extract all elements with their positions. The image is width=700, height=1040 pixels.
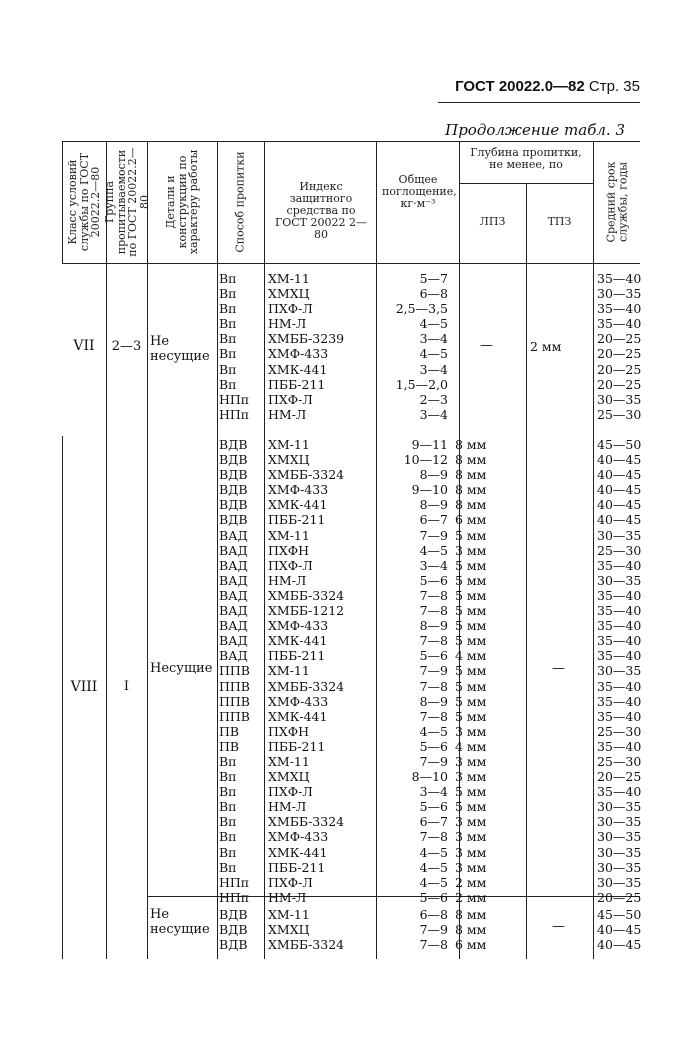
lpz-cell: 4 мм [455,738,487,754]
index-cell: ХМ-11 [268,437,310,452]
lpz-column [455,437,486,905]
absorption-cell: 8—10 [411,769,448,785]
col-header-absorption: Общее поглощение, кг·м⁻³ [382,173,457,210]
lpz-cell: 5 мм [455,557,487,573]
life-cell: 30—35 [597,572,642,588]
method-cell: Вп [219,859,237,875]
absorption-cell: 10—12 [403,452,448,468]
page-number: Стр. 35 [588,78,640,95]
life-column [597,437,641,905]
life-cell: 20—25 [597,331,642,347]
index-cell: ХМФ-433 [268,346,329,362]
absorption-cell: 2,5—3,5 [395,301,448,317]
absorption-cell: 6—7 [419,512,448,528]
lpz-cell: 5 мм [455,633,487,649]
method-cell: ВДВ [219,922,248,938]
index-cell: НМ-Л [268,316,307,332]
life-cell: 35—40 [597,557,642,573]
life-column [597,907,641,952]
col-header-depth: Глубина пропитки, не менее, по [470,146,582,171]
absorption-cell: 7—9 [419,753,448,769]
absorption-cell: 3—4 [419,331,448,347]
table-continuation-label: Продолжение табл. 3 [445,121,625,139]
lpz-cell: 5 мм [455,587,487,603]
absorption-cell: 4—5 [419,859,448,875]
absorption-cell: 4—5 [419,844,448,860]
absorption-cell: 3—4 [419,406,448,422]
lpz-cell: 8 мм [455,452,487,468]
life-cell: 20—25 [597,769,642,785]
absorption-cell: 1,5—2,0 [395,376,448,392]
lpz-cell: 5 мм [455,663,487,679]
lpz-cell: 8 мм [455,482,487,498]
absorption-cell: 4—5 [419,346,448,362]
lpz-cell: 5 мм [455,678,487,694]
index-cell: ПББ-211 [268,738,326,754]
method-cell: ВАД [219,557,248,573]
absorption-cell: 7—9 [419,527,448,543]
method-cell: ВДВ [219,437,248,452]
absorption-cell: 7—8 [419,603,448,619]
life-cell: 25—30 [597,753,642,769]
absorption-cell: 5—6 [419,799,448,815]
method-cell: Вп [219,799,237,815]
life-cell: 35—40 [597,708,642,724]
life-column [597,271,641,422]
index-cell: ХМББ-3239 [268,331,345,347]
index-cell: НМ-Л [268,572,307,588]
lpz-cell: 8 мм [455,467,487,483]
absorption-cell: 7—8 [419,587,448,603]
lpz-cell: 3 мм [455,859,487,875]
method-cell: Вп [219,331,237,347]
absorption-cell: 5—6 [419,572,448,588]
method-cell: НПп [219,889,250,905]
method-cell: НПп [219,391,250,407]
index-cell: ПХФ-Л [268,301,313,317]
life-cell: 20—25 [597,376,642,392]
absorption-cell: 8—9 [419,467,448,483]
absorption-cell: 7—8 [419,708,448,724]
absorption-cell: 7—8 [419,937,448,953]
life-cell: 35—40 [597,738,642,754]
index-cell: ХМК-441 [268,844,328,860]
method-cell: ВДВ [219,482,248,498]
index-cell: ХМ-11 [268,271,310,286]
index-cell: ПХФ-Л [268,391,313,407]
life-cell: 35—40 [597,316,642,332]
lpz-cell: 5 мм [455,618,487,634]
life-cell: 35—40 [597,618,642,634]
index-cell: ХМХЦ [268,922,310,938]
life-cell: 30—35 [597,799,642,815]
absorption-cell: 2—3 [419,391,448,407]
tpz-dash-viii: — [552,661,565,676]
life-cell: 40—45 [597,512,642,528]
absorption-cell: 7—9 [419,663,448,679]
life-cell: 40—45 [597,452,642,468]
lpz-cell: 8 мм [455,922,487,938]
lpz-cell: 3 мм [455,844,487,860]
method-column [219,271,249,422]
index-cell: ПХФН [268,542,310,558]
absorption-cell: 4—5 [419,542,448,558]
lpz-cell: 5 мм [455,527,487,543]
group-viii: I [123,679,130,694]
absorption-cell: 6—7 [419,814,448,830]
absorption-cell: 5—6 [419,738,448,754]
lpz-cell: 3 мм [455,769,487,785]
absorption-cell: 4—5 [419,316,448,332]
life-cell: 30—35 [597,814,642,830]
life-cell: 25—30 [597,406,642,422]
life-cell: 30—35 [597,829,642,845]
tpz-dash-viii-b: — [552,919,565,934]
lpz-cell: 2 мм [455,874,487,890]
absorption-cell: 3—4 [419,784,448,800]
method-cell: ВАД [219,542,248,558]
method-cell: Вп [219,346,237,362]
absorption-cell: 3—4 [419,361,448,377]
col-header-life: Средний срок службы, годы [604,161,629,243]
absorption-cell: 5—7 [419,271,448,286]
life-cell: 20—25 [597,346,642,362]
method-cell: ВАД [219,648,248,664]
index-cell: ПХФ-Л [268,874,313,890]
absorption-column [377,907,448,952]
group-vii: 2—3 [111,339,142,354]
lpz-cell: 5 мм [455,603,487,619]
life-cell: 35—40 [597,648,642,664]
index-cell: ХМББ-3324 [268,587,345,603]
method-cell: ВАД [219,587,248,603]
life-cell: 35—40 [597,693,642,709]
index-cell: ХМББ-3324 [268,814,345,830]
method-cell: ВАД [219,603,248,619]
index-cell: ХМ-11 [268,663,310,679]
lpz-cell: 3 мм [455,814,487,830]
absorption-cell: 6—8 [419,286,448,302]
index-cell: ХМК-441 [268,497,328,513]
tpz-value-vii: 2 мм [530,339,562,354]
life-cell: 45—50 [597,437,642,452]
index-cell: ХМББ-3324 [268,467,345,483]
index-cell: ХМК-441 [268,708,328,724]
lpz-cell: 3 мм [455,723,487,739]
method-cell: ВДВ [219,452,248,468]
life-cell: 35—40 [597,678,642,694]
life-cell: 30—35 [597,844,642,860]
page-header [0,78,640,95]
details-viii-b: Не несущие [150,907,210,937]
method-column [219,907,248,952]
method-cell: Вп [219,316,237,332]
absorption-cell: 5—6 [419,889,448,905]
header-rule [438,102,640,103]
col-header-lpz: ЛПЗ [479,215,506,228]
lpz-cell: 8 мм [455,497,487,513]
method-cell: Вп [219,769,237,785]
lpz-cell: 6 мм [455,937,487,953]
lpz-cell: 5 мм [455,572,487,588]
life-cell: 25—30 [597,542,642,558]
lpz-cell: 3 мм [455,753,487,769]
life-cell: 30—35 [597,391,642,407]
life-cell: 35—40 [597,587,642,603]
index-cell: ХМК-441 [268,361,328,377]
method-cell: Вп [219,301,237,317]
life-cell: 35—40 [597,633,642,649]
class-viii: VIII [70,679,98,695]
method-cell: ВДВ [219,512,248,528]
method-cell: ВДВ [219,467,248,483]
absorption-cell: 7—9 [419,922,448,938]
absorption-cell: 7—8 [419,633,448,649]
col-header-class: Класс условий службы по ГОСТ 20022.2—80 [65,152,102,252]
index-cell: ХМФ-433 [268,482,329,498]
col-header-method: Способ пропитки [233,151,247,253]
absorption-column [377,271,448,422]
life-cell: 30—35 [597,874,642,890]
method-cell: ППВ [219,708,250,724]
index-cell: ХМББ-3324 [268,937,345,953]
absorption-cell: 8—9 [419,693,448,709]
lpz-cell: 5 мм [455,693,487,709]
index-cell: ХМФ-433 [268,693,329,709]
index-cell: ХМ-11 [268,907,310,922]
life-cell: 40—45 [597,467,642,483]
method-cell: ВДВ [219,937,248,953]
lpz-dash-vii: — [480,338,493,353]
method-cell: ВАД [219,618,248,634]
index-column [268,907,344,952]
method-cell: ППВ [219,663,250,679]
index-cell: НМ-Л [268,889,307,905]
index-cell: ХМК-441 [268,633,328,649]
method-cell: Вп [219,361,237,377]
lpz-cell: 4 мм [455,648,487,664]
method-cell: ППВ [219,678,250,694]
absorption-cell: 4—5 [419,874,448,890]
lpz-cell: 6 мм [455,512,487,528]
index-cell: ХМ-11 [268,753,310,769]
method-cell: ПВ [219,738,240,754]
details-vii: Не несущие [150,334,210,364]
index-cell: ХМФ-433 [268,829,329,845]
method-cell: Вп [219,784,237,800]
lpz-cell: 5 мм [455,799,487,815]
col-header-index: Индекс защитного средства по ГОСТ 20022 2—80 [274,180,368,241]
index-cell: ПББ-211 [268,376,326,392]
absorption-cell: 7—8 [419,678,448,694]
lpz-cell: 5 мм [455,784,487,800]
life-cell: 35—40 [597,301,642,317]
method-cell: Вп [219,376,237,392]
index-column [268,271,344,422]
life-cell: 30—35 [597,859,642,875]
gost-number: ГОСТ 20022.0—82 [455,78,585,95]
method-cell: ВАД [219,572,248,588]
method-cell: Вп [219,829,237,845]
life-cell: 35—40 [597,603,642,619]
index-cell: ХМХЦ [268,286,310,302]
index-cell: ХМХЦ [268,452,310,468]
index-cell: НМ-Л [268,406,307,422]
absorption-column [377,437,448,905]
index-cell: ПХФ-Л [268,557,313,573]
absorption-cell: 8—9 [419,618,448,634]
details-viii: Несущие [150,661,213,676]
life-cell: 25—30 [597,723,642,739]
lpz-cell: 8 мм [455,437,487,452]
method-cell: Вп [219,753,237,769]
life-cell: 40—45 [597,482,642,498]
index-cell: ПББ-211 [268,648,326,664]
index-cell: ХМХЦ [268,769,310,785]
method-cell: ППВ [219,693,250,709]
index-cell: НМ-Л [268,799,307,815]
life-cell: 35—40 [597,784,642,800]
life-cell: 40—45 [597,922,642,938]
life-cell: 20—25 [597,889,642,905]
absorption-cell: 5—6 [419,648,448,664]
absorption-cell: 7—8 [419,829,448,845]
index-cell: ХМФ-433 [268,618,329,634]
method-cell: Вп [219,286,237,302]
data-table [62,141,640,959]
col-header-group: Группа пропитываемости по ГОСТ 20022.2—80 [103,147,151,257]
life-cell: 40—45 [597,497,642,513]
method-cell: НПп [219,406,250,422]
lpz-cell: 2 мм [455,889,487,905]
method-cell: ВАД [219,527,248,543]
method-cell: Вп [219,271,237,286]
method-cell: ВАД [219,633,248,649]
col-header-tpz: ТПЗ [547,215,572,228]
life-cell: 30—35 [597,286,642,302]
method-cell: Вп [219,814,237,830]
absorption-cell: 4—5 [419,723,448,739]
life-cell: 20—25 [597,361,642,377]
life-cell: 35—40 [597,271,642,286]
method-cell: ВДВ [219,497,248,513]
absorption-cell: 9—10 [411,482,448,498]
lpz-cell: 5 мм [455,708,487,724]
index-cell: ПХФН [268,723,310,739]
lpz-cell: 3 мм [455,542,487,558]
col-header-details: Детали и конструкции по характеру работы [163,149,200,255]
method-cell: ВДВ [219,907,248,922]
index-cell: ХМ-11 [268,527,310,543]
life-cell: 30—35 [597,527,642,543]
method-cell: НПп [219,874,250,890]
absorption-cell: 3—4 [419,557,448,573]
life-cell: 30—35 [597,663,642,679]
index-cell: ХМББ-3324 [268,678,345,694]
method-cell: Вп [219,844,237,860]
index-column [268,437,344,905]
method-column [219,437,250,905]
lpz-column [455,907,486,952]
index-cell: ПХФ-Л [268,784,313,800]
index-cell: ПББ-211 [268,859,326,875]
index-cell: ХМББ-1212 [268,603,345,619]
absorption-cell: 8—9 [419,497,448,513]
absorption-cell: 9—11 [411,437,448,452]
life-cell: 40—45 [597,937,642,953]
index-cell: ПББ-211 [268,512,326,528]
lpz-cell: 8 мм [455,907,487,922]
method-cell: ПВ [219,723,240,739]
lpz-cell: 3 мм [455,829,487,845]
absorption-cell: 6—8 [419,907,448,922]
class-vii: VII [73,338,95,354]
life-cell: 45—50 [597,907,642,922]
